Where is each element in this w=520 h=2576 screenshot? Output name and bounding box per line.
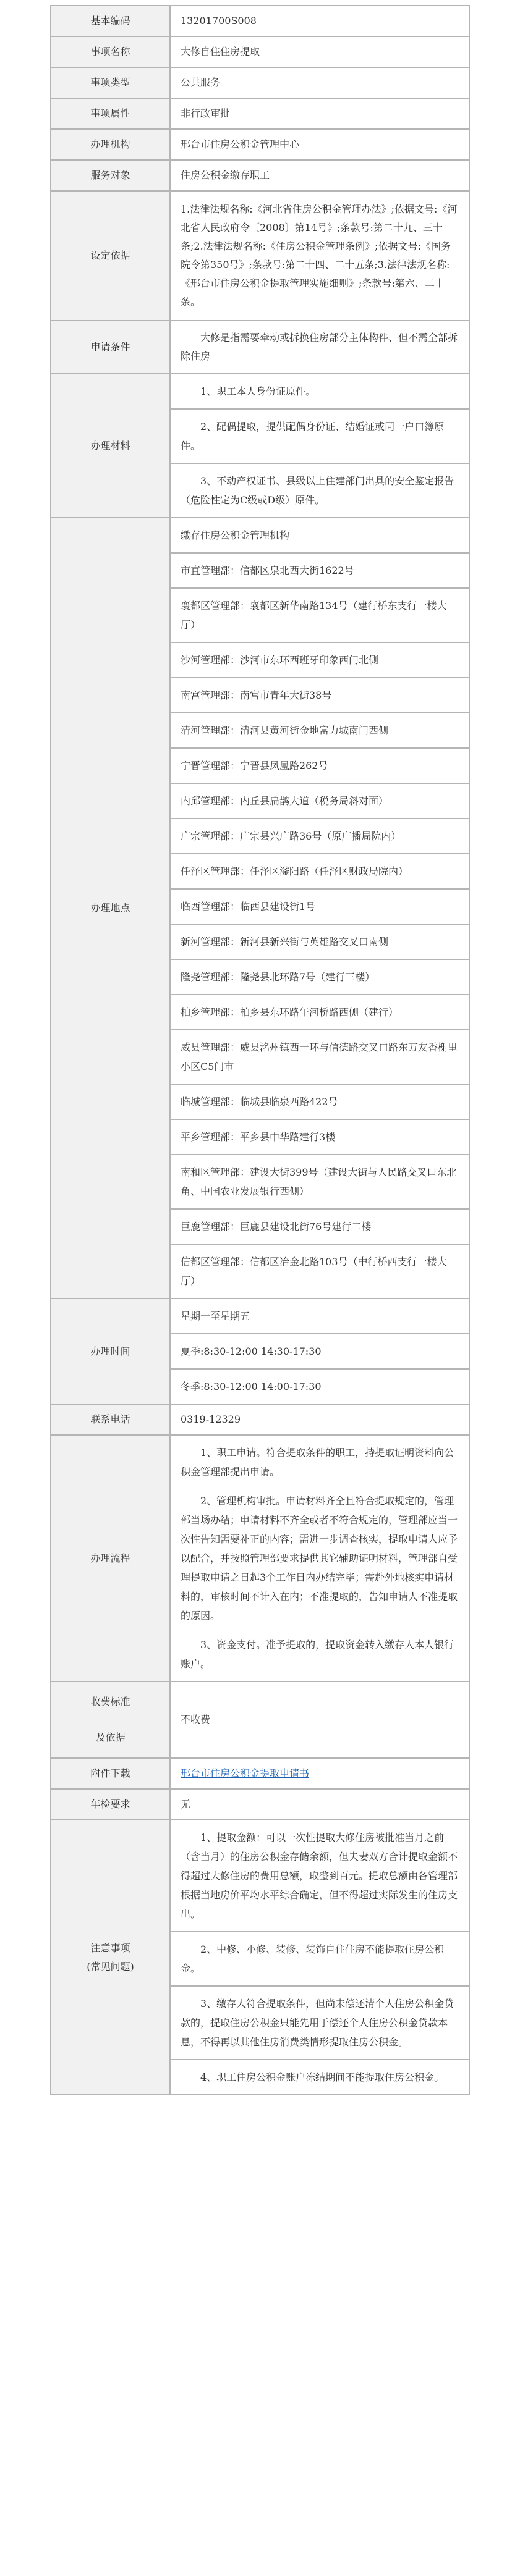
label-materials: 办理材料 [51,374,170,518]
value-type: 公共服务 [170,67,469,98]
row-basis [51,191,469,321]
place-item: 内邱管理部：内丘县扁鹊大道（税务局斜对面） [171,784,469,819]
row-attr [51,98,469,129]
note-item: 3、缴存人符合提取条件，但尚未偿还清个人住房公积金贷款的，提取住房公积金只能先用于偿还个人住房公积金贷款本息，不得再以其他住房消费类情形提取住房公积金。 [171,1987,469,2060]
row-process [51,1435,469,1682]
row-name [51,36,469,67]
label-fee [51,1682,170,1758]
row-conditions [51,321,469,374]
row-annual [51,1789,469,1820]
value-basis: 1.法律法规名称:《河北省住房公积金管理办法》;依据文号:《河北省人民政府令〔2008〕第14号》;条款号:第二十九、三十条;2.法律法规名称:《住房公积金管理条例》;依据文号:《国务院令第350号》;条款号:第二十四、二十五条;3.法律法规名称:《邢台市住房公积金提取管理实施细则》;条款号:第六、二十条。 [170,191,469,321]
label-fee-line1: 收费标准 [90,1696,130,1707]
place-item: 新河管理部：新河县新兴街与英雄路交叉口南侧 [171,925,469,960]
hours-item: 夏季:8:30-12:00 14:30-17:30 [171,1334,469,1370]
value-download [170,1758,469,1789]
note-item: 1、提取金额：可以一次性提取大修住房被批准当月之前（含当月）的住房公积金存储余额，但夫妻双方合计提取金额不得超过大修住房的费用总额，取整到百元。提取总额由各管理部根据当地房价平均水平综合确定，但不得超过实际发生的住房支出。 [171,1820,469,1932]
label-phone: 联系电话 [51,1404,170,1435]
place-item: 广宗管理部：广宗县兴广路36号（原广播局院内） [171,819,469,854]
note-item: 4、职工住房公积金账户冻结期间不能提取住房公积金。 [200,2071,445,2083]
value-annual: 无 [170,1789,469,1820]
value-phone: 0319-12329 [170,1404,469,1435]
label-annual: 年检要求 [51,1789,170,1820]
row-fee [51,1682,469,1758]
place-item: 沙河管理部：沙河市东环西班牙印象西门北侧 [171,643,469,678]
place-item: 襄都区管理部：襄都区新华南路134号（建行桥东支行一楼大厅） [171,589,469,643]
place-item: 平乡管理部：平乡县中华路建行3楼 [171,1120,469,1155]
label-notes-line2: (常见问题) [87,1960,134,1972]
place-item: 隆尧管理部：隆尧县北环路7号（建行三楼） [171,960,469,995]
label-places: 办理地点 [51,518,170,1299]
label-conditions: 申请条件 [51,321,170,374]
label-process: 办理流程 [51,1435,170,1682]
value-process [170,1435,469,1682]
value-fee: 不收费 [170,1682,469,1758]
label-basis: 设定依据 [51,191,170,321]
row-org [51,129,469,160]
row-type [51,67,469,98]
material-item: 3、不动产权证书、县级以上住建部门出具的安全鉴定报告（危险性定为C级或D级）原件。 [181,475,454,506]
row-notes [51,1820,469,2095]
label-hours: 办理时间 [51,1299,170,1404]
process-step: 3、资金支付。准予提取的，提取资金转入缴存人本人银行账户。 [181,1639,454,1670]
value-notes [170,1820,469,2095]
process-step: 2、管理机构审批。申请材料齐全且符合提取规定的，管理部当场办结；申请材料不齐全或者不符合规定的，管理部应当一次性告知需要补正的内容；需进一步调查核实，提取申请人应予以配合，并按照管理部要求提供其它辅助证明材料，管理部自受理提取申请之日起3个工作日内办结完毕；需赴外地核实申请材料的，审核时间不计入在内；不准提取的，告知申请人不准提取的原因。 [181,1495,458,1622]
label-name: 事项名称 [51,36,170,67]
label-target: 服务对象 [51,160,170,191]
material-item: 1、职工本人身份证原件。 [171,374,469,410]
hours-item: 星期一至星期五 [171,1299,469,1334]
service-info-table [50,5,470,2095]
place-item: 临西管理部：临西县建设街1号 [171,890,469,925]
material-item: 2、配偶提取，提供配偶身份证、结婚证或同一户口簿原件。 [171,410,469,464]
row-places [51,518,469,1299]
place-item: 南宫管理部：南宫市青年大街38号 [171,678,469,713]
label-type: 事项类型 [51,67,170,98]
row-materials [51,374,469,518]
value-attr: 非行政审批 [170,98,469,129]
place-item: 市直管理部：信都区泉北西大街1622号 [171,554,469,589]
value-conditions: 大修是指需要牵动或拆换住房部分主体构件、但不需全部拆除住房 [170,321,469,374]
value-places [170,518,469,1299]
place-item: 威县管理部：威县洺州镇西一环与信德路交叉口路东万友香榭里小区C5门市 [171,1030,469,1085]
value-materials [170,374,469,518]
row-download [51,1758,469,1789]
label-attr: 事项属性 [51,98,170,129]
place-item: 柏乡管理部：柏乡县东环路午河桥路西侧（建行） [171,995,469,1030]
value-target: 住房公积金缴存职工 [170,160,469,191]
label-org: 办理机构 [51,129,170,160]
place-item: 临城管理部：临城县临泉西路422号 [171,1085,469,1120]
place-item: 宁晋管理部：宁晋县凤凰路262号 [171,749,469,784]
value-name: 大修自住住房提取 [170,36,469,67]
process-step: 1、职工申请。符合提取条件的职工，持提取证明资料向公积金管理部提出申请。 [181,1447,454,1478]
value-org: 邢台市住房公积金管理中心 [170,129,469,160]
place-item: 巨鹿管理部：巨鹿县建设北街76号建行二楼 [171,1210,469,1245]
row-code [51,6,469,36]
place-item: 清河管理部：清河县黄河街金地富力城南门西侧 [171,713,469,749]
row-phone [51,1404,469,1435]
hours-item: 冬季:8:30-12:00 14:00-17:30 [181,1381,322,1392]
value-hours [170,1299,469,1404]
label-download: 附件下载 [51,1758,170,1789]
note-item: 2、中修、小修、装修、装饰自住住房不能提取住房公积金。 [171,1932,469,1987]
row-target [51,160,469,191]
label-notes [51,1820,170,2095]
place-item: 任泽区管理部：任泽区滏阳路（任泽区财政局院内） [171,854,469,890]
row-hours [51,1299,469,1404]
value-code: 13201700S008 [170,6,469,36]
place-item: 缴存住房公积金管理机构 [171,518,469,554]
download-application-link[interactable]: 邢台市住房公积金提取申请书 [181,1767,310,1779]
place-item: 南和区管理部：建设大街399号（建设大街与人民路交叉口东北角、中国农业发展银行西侧） [171,1155,469,1210]
label-fee-line2: 及依据 [95,1732,126,1743]
label-notes-line1: 注意事项 [90,1942,130,1954]
label-code: 基本编码 [51,6,170,36]
place-item: 信都区管理部：信都区冶金北路103号（中行桥西支行一楼大厅） [181,1256,447,1287]
